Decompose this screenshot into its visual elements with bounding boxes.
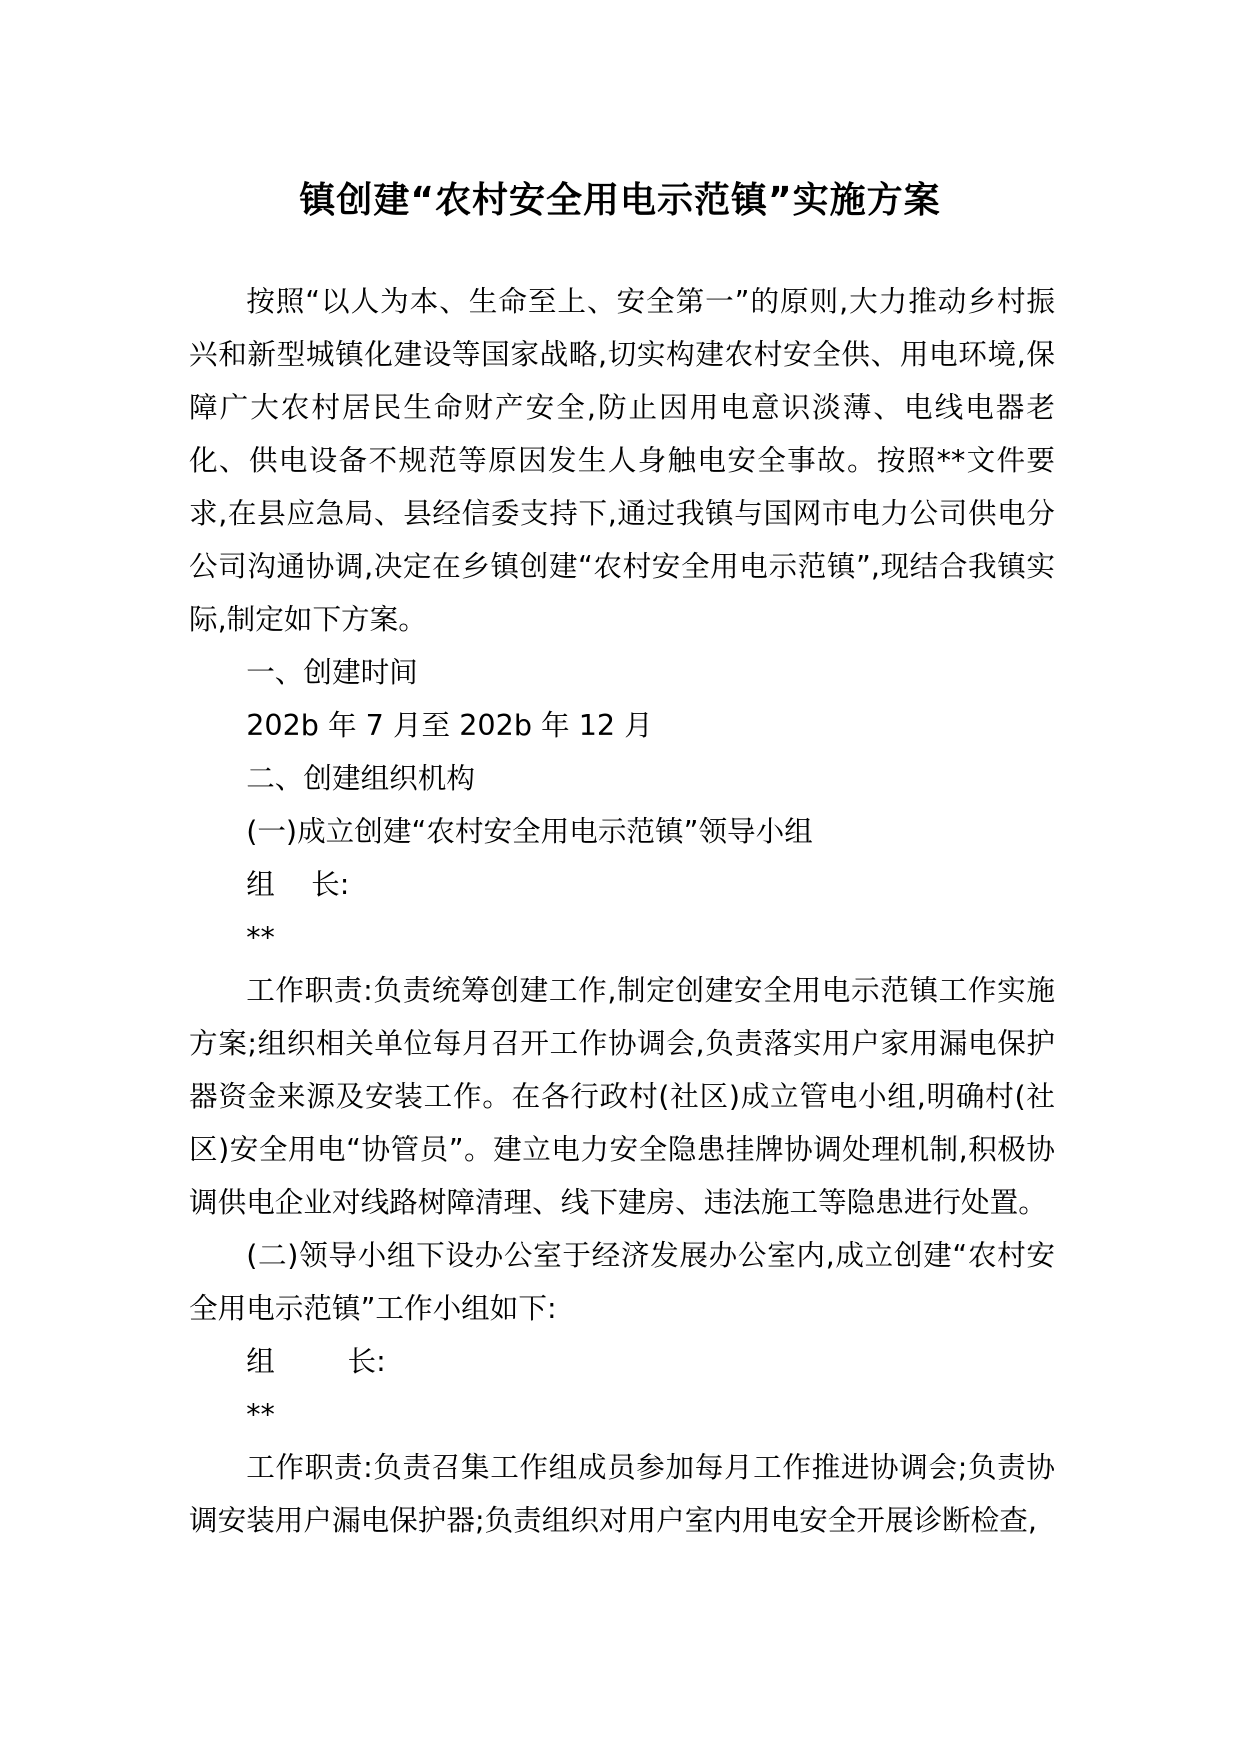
working-group-leader-label: 组 长: xyxy=(246,1344,386,1378)
section-heading-organization: 二、创建组织机构 xyxy=(246,761,475,795)
document-title: 镇创建“农村安全用电示范镇”实施方案 xyxy=(299,180,941,221)
leading-group-duties-paragraph: 工作职责:负责统筹创建工作,制定创建安全用电示范镇工作实施方案;组织相关单位每月召开工作协调会,负责落实用户家用漏电保护器资金来源及安装工作。在各行政村(社区)成立管电小组,明确村(社区)安全用电“协管员”。建立电力安全隐患挂牌协调处理机制,积极协调供电企业对线路树障清理、线下建房、违法施工等隐患进行处置。 xyxy=(189,973,1055,1219)
leading-group-leader-label: 组 长: xyxy=(246,867,350,901)
subsection-working-group-paragraph: (二)领导小组下设办公室于经济发展办公室内,成立创建“农村安全用电示范镇”工作小组如下: xyxy=(189,1238,1055,1325)
working-group-duties-paragraph: 工作职责:负责召集工作组成员参加每月工作推进协调会;负责协调安装用户漏电保护器;负责组织对用户室内用电安全开展诊断检查, xyxy=(189,1450,1055,1537)
creation-time-range: 202b 年 7 月至 202b 年 12 月 xyxy=(246,708,653,742)
document-body xyxy=(189,275,1055,1547)
section-heading-creation-time: 一、创建时间 xyxy=(246,655,418,689)
working-group-leader-name: ** xyxy=(246,1397,275,1431)
subsection-heading-leading-group: (一)成立创建“农村安全用电示范镇”领导小组 xyxy=(246,814,813,848)
leading-group-leader-name: ** xyxy=(246,920,275,954)
intro-paragraph: 按照“以人为本、生命至上、安全第一”的原则,大力推动乡村振兴和新型城镇化建设等国家战略,切实构建农村安全供、用电环境,保障广大农村居民生命财产安全,防止因用电意识淡薄、电线电器老化、供电设备不规范等原因发生人身触电安全事故。按照**文件要求,在县应急局、县经信委支持下,通过我镇与国网市电力公司供电分公司沟通协调,决定在乡镇创建“农村安全用电示范镇”,现结合我镇实际,制定如下方案。 xyxy=(189,284,1055,636)
